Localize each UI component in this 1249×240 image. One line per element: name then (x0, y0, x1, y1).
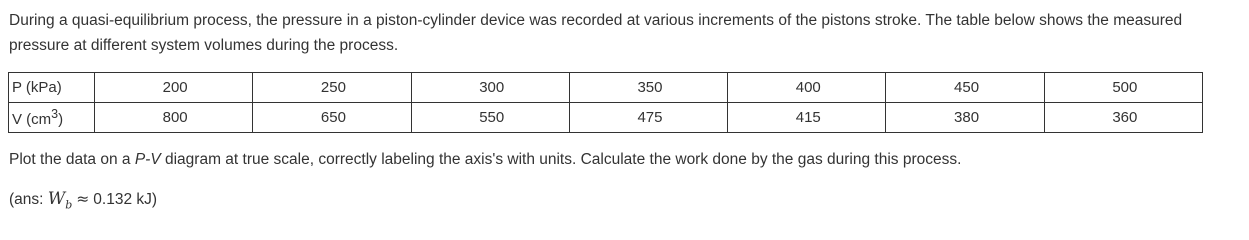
pressure-row (9, 73, 1203, 103)
volume-cell: 550 (411, 103, 569, 133)
volume-cell: 800 (95, 103, 253, 133)
answer-close: ) (151, 191, 158, 208)
problem-intro: During a quasi-equilibrium process, the pressure in a piston-cylinder device was recorded at various increments of the pistons stroke. The table below shows the measured pressure at different system volumes during the process. (9, 12, 1183, 54)
pressure-cell: 450 (886, 73, 1044, 103)
volume-label-suffix: ) (58, 111, 64, 128)
volume-row-header (9, 103, 95, 133)
pressure-volume-table (8, 72, 1203, 133)
volume-cell: 475 (569, 103, 727, 133)
instruction-after: diagram at true scale, correctly labeling the axis's with units. Calculate the work done by the gas during this process. (160, 151, 962, 168)
volume-cell: 360 (1044, 103, 1202, 133)
instruction-pv-term: P-V (134, 151, 161, 168)
work-symbol-letter: W (47, 189, 66, 209)
pressure-cell: 350 (569, 73, 727, 103)
approx-symbol: ≈ (76, 190, 90, 208)
volume-cell: 650 (253, 103, 411, 133)
pressure-row-header: P (kPa) (9, 73, 95, 103)
pressure-cell: 400 (728, 73, 886, 103)
volume-row (9, 103, 1203, 133)
volume-label-exponent: 3 (51, 107, 59, 121)
volume-cell: 415 (728, 103, 886, 133)
work-symbol-subscript: b (65, 198, 73, 212)
pressure-cell: 500 (1044, 73, 1202, 103)
volume-label-prefix: V (cm (12, 111, 52, 128)
pressure-cell: 300 (411, 73, 569, 103)
pressure-cell: 250 (253, 73, 411, 103)
instruction-before: Plot the data on a (9, 151, 135, 168)
answer-open: (ans: (9, 191, 48, 208)
pressure-cell: 200 (95, 73, 253, 103)
answer-line (9, 188, 157, 216)
volume-cell: 380 (886, 103, 1044, 133)
work-symbol (47, 189, 73, 212)
problem-instruction (9, 149, 961, 171)
answer-value: 0.132 kJ (93, 191, 152, 208)
